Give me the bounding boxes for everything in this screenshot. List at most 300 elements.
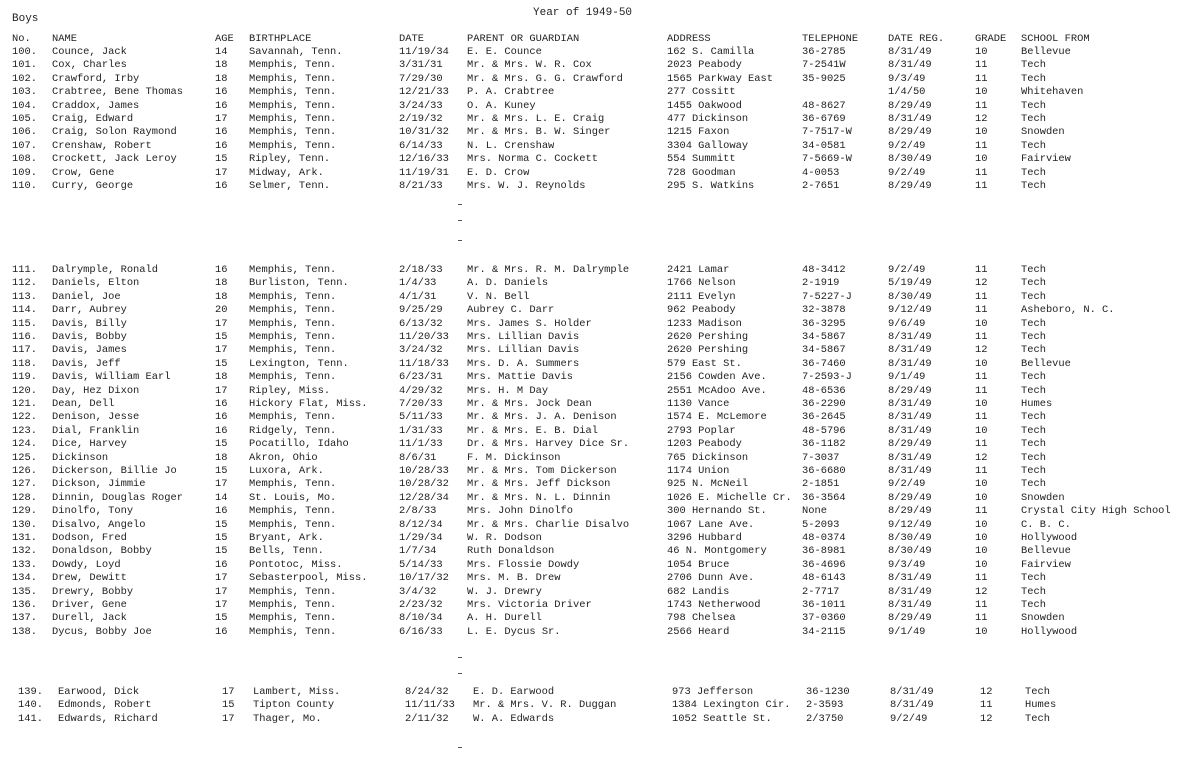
cell-birthplace: Memphis, Tenn. [249,86,337,99]
table-row [0,385,1200,398]
cell-age: 16 [215,558,228,571]
cell-no: 116. [12,331,37,343]
cell-birthplace: Memphis, Tenn. [249,612,337,625]
cell-birthplace: Midway, Ark. [249,166,324,179]
cell-name: Crow, Gene [52,166,115,179]
cell-school: Bellevue [1021,357,1071,370]
header-name: NAME [52,33,77,45]
header-grade: GRADE [975,33,1007,45]
cell-address: 962 Peabody [667,304,736,317]
table-row [0,358,1200,371]
cell-date: 5/11/33 [399,411,443,424]
cell-age: 16 [215,180,228,192]
cell-date-reg: 8/31/49 [888,585,932,598]
cell-date-reg: 8/29/49 [888,126,932,139]
cell-date-reg: 8/31/49 [888,331,932,343]
dash-mark [458,747,462,748]
cell-age: 15 [215,438,228,451]
cell-school: Snowden [1021,126,1065,139]
cell-school: Tech [1021,331,1046,343]
cell-no: 111. [12,264,37,276]
table-row [0,331,1200,344]
cell-school: Tech [1021,59,1046,72]
cell-parent: Mr. & Mrs. Jock Dean [467,398,592,410]
cell-no: 132. [12,545,37,558]
cell-school: Fairview [1021,558,1071,571]
cell-age: 20 [215,304,228,317]
cell-parent: Mr. & Mrs. Jeff Dickson [467,478,611,491]
cell-date: 2/23/32 [399,599,443,611]
cell-age: 16 [215,398,228,410]
cell-date: 4/29/32 [399,384,443,397]
cell-parent: Mrs. H. M Day [467,384,549,397]
cell-date-reg: 9/6/49 [888,317,926,330]
cell-school: Tech [1021,599,1046,611]
cell-grade: 11 [975,59,988,72]
cell-no: 124. [12,438,37,451]
cell-age: 17 [222,686,235,698]
cell-grade: 11 [975,438,988,451]
cell-parent: Mrs. M. B. Drew [467,572,561,585]
cell-parent: Mr. & Mrs. V. R. Duggan [473,699,617,712]
cell-name: Dickinson [52,451,109,464]
cell-date: 8/10/34 [399,612,443,625]
dash-mark [458,673,462,674]
header-parent: PARENT OR GUARDIAN [467,33,580,45]
cell-name: Dean, Dell [52,398,115,410]
table-row [0,599,1200,612]
cell-address: 1455 Oakwood [667,99,742,112]
cell-no: 119. [12,371,37,384]
cell-birthplace: Memphis, Tenn. [249,72,337,85]
cell-birthplace: Hickory Flat, Miss. [249,398,368,410]
table-row [0,291,1200,304]
cell-name: Dalrymple, Ronald [52,264,159,276]
cell-address: 277 Cossitt [667,86,736,99]
cell-date-reg: 8/30/49 [888,545,932,558]
table-row [0,686,1200,699]
cell-address: 2023 Peabody [667,59,742,72]
cell-address: 1067 Lane Ave. [667,518,755,531]
cell-name: Drewry, Bobby [52,585,134,598]
cell-age: 17 [215,599,228,611]
cell-birthplace: Burliston, Tenn. [249,277,349,290]
cell-school: Bellevue [1021,545,1071,558]
cell-age: 18 [215,72,228,85]
cell-grade: 10 [975,398,988,410]
header-telephone: TELEPHONE [802,33,859,45]
cell-birthplace: Memphis, Tenn. [249,518,337,531]
cell-no: 135. [12,585,37,598]
cell-grade: 11 [975,72,988,85]
cell-birthplace: Memphis, Tenn. [249,478,337,491]
cell-school: C. B. C. [1021,518,1071,531]
table-row [0,425,1200,438]
cell-telephone: 48-6143 [802,572,846,585]
cell-school: Tech [1021,277,1046,290]
cell-address: 46 N. Montgomery [667,545,767,558]
cell-age: 16 [215,86,228,99]
cell-date: 11/11/33 [405,699,455,712]
cell-telephone: 48-8627 [802,99,846,112]
cell-address: 2156 Cowden Ave. [667,371,767,384]
cell-telephone: 2-3593 [806,699,844,712]
cell-telephone: 36-1182 [802,438,846,451]
cell-grade: 10 [975,625,988,638]
cell-birthplace: Thager, Mo. [253,712,322,725]
cell-grade: 10 [975,46,988,58]
cell-no: 112. [12,277,37,290]
cell-parent: W. J. Drewry [467,585,542,598]
table-row [0,505,1200,518]
cell-address: 1203 Peabody [667,438,742,451]
cell-address: 1052 Seattle St. [672,712,772,725]
cell-grade: 11 [975,465,988,477]
cell-no: 141. [18,712,43,725]
cell-grade: 10 [975,545,988,558]
cell-date: 12/28/34 [399,491,449,504]
cell-parent: Mr. & Mrs. J. A. Denison [467,411,617,424]
table-row [0,545,1200,558]
cell-no: 138. [12,625,37,638]
cell-no: 107. [12,139,37,152]
column-headers [0,33,1200,46]
cell-address: 925 N. McNeil [667,478,749,491]
cell-name: Dickerson, Billie Jo [52,465,177,477]
cell-telephone: 7-2593-J [802,371,852,384]
cell-date-reg: 9/3/49 [888,558,926,571]
cell-age: 15 [215,518,228,531]
cell-telephone: 48-6536 [802,384,846,397]
cell-age: 17 [215,166,228,179]
cell-name: Davis, Bobby [52,331,127,343]
cell-date: 6/16/33 [399,625,443,638]
cell-name: Craig, Edward [52,113,134,125]
cell-grade: 12 [975,585,988,598]
cell-grade: 10 [975,532,988,544]
cell-date: 10/28/33 [399,465,449,477]
cell-grade: 11 [975,371,988,384]
cell-grade: 10 [975,126,988,139]
cell-address: 2620 Pershing [667,331,749,343]
table-row [0,572,1200,585]
cell-no: 122. [12,411,37,424]
cell-no: 105. [12,113,37,125]
cell-date: 5/14/33 [399,558,443,571]
cell-age: 18 [215,371,228,384]
cell-no: 133. [12,558,37,571]
cell-grade: 10 [975,86,988,99]
cell-name: Davis, Jeff [52,357,121,370]
header-date: DATE [399,33,424,45]
cell-age: 15 [215,465,228,477]
cell-grade: 11 [975,384,988,397]
cell-parent: A. D. Daniels [467,277,549,290]
cell-no: 128. [12,491,37,504]
cell-date-reg: 8/29/49 [888,491,932,504]
cell-grade: 11 [975,139,988,152]
cell-grade: 10 [975,518,988,531]
cell-date-reg: 9/2/49 [888,166,926,179]
cell-school: Tech [1021,264,1046,276]
cell-grade: 11 [975,99,988,112]
cell-address: 1130 Vance [667,398,730,410]
cell-grade: 11 [975,290,988,303]
cell-date: 8/12/34 [399,518,443,531]
cell-age: 17 [215,113,228,125]
table-row [0,304,1200,317]
cell-date-reg: 5/19/49 [888,277,932,290]
cell-birthplace: Lambert, Miss. [253,686,341,698]
cell-parent: V. N. Bell [467,290,530,303]
cell-date: 2/11/32 [405,712,449,725]
table-row [0,492,1200,505]
cell-date: 11/1/33 [399,438,443,451]
cell-parent: Mr. & Mrs. G. G. Crawford [467,72,623,85]
dash-mark [458,220,462,221]
cell-grade: 12 [975,277,988,290]
cell-birthplace: Memphis, Tenn. [249,113,337,125]
cell-no: 140. [18,699,43,712]
cell-grade: 12 [975,113,988,125]
table-row [0,713,1200,726]
cell-telephone: 36-6769 [802,113,846,125]
cell-parent: Ruth Donaldson [467,545,555,558]
cell-telephone: 7-3037 [802,451,840,464]
cell-grade: 11 [975,331,988,343]
cell-school: Tech [1021,371,1046,384]
cell-name: Davis, William Earl [52,371,171,384]
cell-name: Denison, Jesse [52,411,140,424]
cell-grade: 10 [975,357,988,370]
cell-date-reg: 8/30/49 [888,290,932,303]
cell-address: 2111 Evelyn [667,290,736,303]
cell-age: 17 [215,572,228,585]
cell-name: Durell, Jack [52,612,127,625]
cell-date: 1/29/34 [399,532,443,544]
cell-parent: Aubrey C. Darr [467,304,555,317]
cell-school: Tech [1021,166,1046,179]
cell-age: 16 [215,424,228,437]
cell-no: 136. [12,599,37,611]
cell-grade: 10 [975,491,988,504]
cell-no: 131. [12,532,37,544]
cell-date-reg: 8/31/49 [890,699,934,712]
cell-grade: 12 [980,712,993,725]
cell-telephone: 2-1919 [802,277,840,290]
cell-telephone: 48-3412 [802,264,846,276]
cell-date-reg: 8/31/49 [888,46,932,58]
cell-grade: 11 [975,505,988,518]
cell-telephone: 2-7717 [802,585,840,598]
cell-age: 16 [215,411,228,424]
cell-parent: Mrs. Lillian Davis [467,344,580,357]
table-row [0,626,1200,639]
cell-age: 15 [215,357,228,370]
cell-birthplace: Memphis, Tenn. [249,317,337,330]
cell-school: Tech [1021,99,1046,112]
cell-date-reg: 8/31/49 [888,411,932,424]
cell-school: Fairview [1021,153,1071,166]
cell-school: Tech [1025,686,1050,698]
cell-no: 130. [12,518,37,531]
cell-address: 1233 Madison [667,317,742,330]
cell-birthplace: Memphis, Tenn. [249,304,337,317]
table-row [0,478,1200,491]
cell-name: Dodson, Fred [52,532,127,544]
cell-parent: Mrs. Lillian Davis [467,331,580,343]
cell-date: 3/31/31 [399,59,443,72]
cell-school: Tech [1021,290,1046,303]
cell-no: 126. [12,465,37,477]
cell-age: 18 [215,451,228,464]
cell-name: Dial, Franklin [52,424,140,437]
table-row [0,586,1200,599]
cell-age: 16 [215,625,228,638]
cell-no: 121. [12,398,37,410]
cell-no: 109. [12,166,37,179]
cell-parent: E. E. Counce [467,46,542,58]
cell-parent: O. A. Kuney [467,99,536,112]
cell-parent: W. R. Dodson [467,532,542,544]
cell-date: 6/14/33 [399,139,443,152]
cell-birthplace: Savannah, Tenn. [249,46,343,58]
cell-grade: 10 [975,478,988,491]
cell-parent: E. D. Crow [467,166,530,179]
cell-name: Edmonds, Robert [58,699,152,712]
cell-date-reg: 8/31/49 [890,686,934,698]
table-row [0,277,1200,290]
table-row [0,126,1200,139]
cell-no: 106. [12,126,37,139]
cell-grade: 11 [975,572,988,585]
cell-date: 11/19/31 [399,166,449,179]
table-row [0,532,1200,545]
cell-telephone: 36-1230 [806,686,850,698]
table-row [0,371,1200,384]
cell-name: Daniels, Elton [52,277,140,290]
cell-address: 1054 Bruce [667,558,730,571]
cell-date: 4/1/31 [399,290,437,303]
cell-school: Tech [1021,139,1046,152]
cell-name: Crockett, Jack Leroy [52,153,177,166]
cell-address: 2793 Poplar [667,424,736,437]
table-row [0,153,1200,166]
cell-age: 15 [215,545,228,558]
cell-no: 127. [12,478,37,491]
cell-telephone: 2/3750 [806,712,844,725]
cell-school: Tech [1021,411,1046,424]
cell-no: 102. [12,72,37,85]
table-row [0,100,1200,113]
cell-grade: 12 [980,686,993,698]
dash-mark [458,657,462,658]
cell-name: Darr, Aubrey [52,304,127,317]
cell-name: Dinnin, Douglas Roger [52,491,183,504]
cell-parent: Mrs. John Dinolfo [467,505,574,518]
cell-school: Tech [1021,180,1046,192]
cell-date: 11/19/34 [399,46,449,58]
cell-date: 2/18/33 [399,264,443,276]
cell-address: 3304 Galloway [667,139,749,152]
cell-school: Snowden [1021,612,1065,625]
cell-date-reg: 9/2/49 [888,478,926,491]
cell-name: Counce, Jack [52,46,127,58]
cell-age: 17 [215,585,228,598]
cell-no: 129. [12,505,37,518]
table-row [0,559,1200,572]
cell-age: 17 [215,478,228,491]
cell-date: 8/24/32 [405,686,449,698]
cell-school: Tech [1021,451,1046,464]
cell-parent: Mr. & Mrs. L. E. Craig [467,113,605,125]
header-no: No. [12,33,31,45]
cell-date-reg: 8/29/49 [888,438,932,451]
cell-date-reg: 8/29/49 [888,505,932,518]
cell-school: Humes [1025,699,1057,712]
cell-telephone: 48-5796 [802,424,846,437]
cell-name: Crabtree, Bene Thomas [52,86,183,99]
cell-date-reg: 8/31/49 [888,59,932,72]
cell-address: 1215 Faxon [667,126,730,139]
cell-name: Earwood, Dick [58,686,140,698]
cell-date: 11/20/33 [399,331,449,343]
cell-date: 11/18/33 [399,357,449,370]
cell-telephone: 36-2290 [802,398,846,410]
cell-no: 137. [12,612,37,625]
cell-grade: 11 [975,612,988,625]
cell-name: Disalvo, Angelo [52,518,146,531]
cell-birthplace: Memphis, Tenn. [249,585,337,598]
cell-address: 162 S. Camilla [667,46,755,58]
cell-birthplace: Memphis, Tenn. [249,411,337,424]
cell-parent: F. M. Dickinson [467,451,561,464]
cell-name: Driver, Gene [52,599,127,611]
cell-address: 3296 Hubbard [667,532,742,544]
cell-name: Craddox, James [52,99,140,112]
cell-birthplace: Memphis, Tenn. [249,59,337,72]
cell-date: 8/6/31 [399,451,437,464]
cell-date: 3/4/32 [399,585,437,598]
cell-birthplace: Memphis, Tenn. [249,371,337,384]
cell-no: 110. [12,180,37,192]
table-row [0,113,1200,126]
cell-name: Crawford, Irby [52,72,140,85]
cell-address: 765 Dickinson [667,451,749,464]
cell-address: 295 S. Watkins [667,180,755,192]
cell-date-reg: 9/1/49 [888,371,926,384]
cell-telephone: 2-7651 [802,180,840,192]
cell-date: 1/4/33 [399,277,437,290]
cell-telephone: 4-0053 [802,166,840,179]
cell-school: Tech [1021,585,1046,598]
cell-grade: 10 [975,558,988,571]
cell-address: 1174 Union [667,465,730,477]
cell-birthplace: Ripley, Miss. [249,384,331,397]
cell-no: 118. [12,357,37,370]
cell-no: 115. [12,317,37,330]
cell-date-reg: 8/29/49 [888,99,932,112]
cell-age: 18 [215,59,228,72]
cell-age: 15 [215,331,228,343]
header-date-reg: DATE REG. [888,33,945,45]
cell-parent: Mrs. Norma C. Cockett [467,153,598,166]
cell-birthplace: Ridgely, Tenn. [249,424,337,437]
cell-school: Crystal City High School [1021,505,1171,518]
cell-grade: 12 [975,344,988,357]
table-row [0,73,1200,86]
cell-parent: Mr. & Mrs. W. R. Cox [467,59,592,72]
